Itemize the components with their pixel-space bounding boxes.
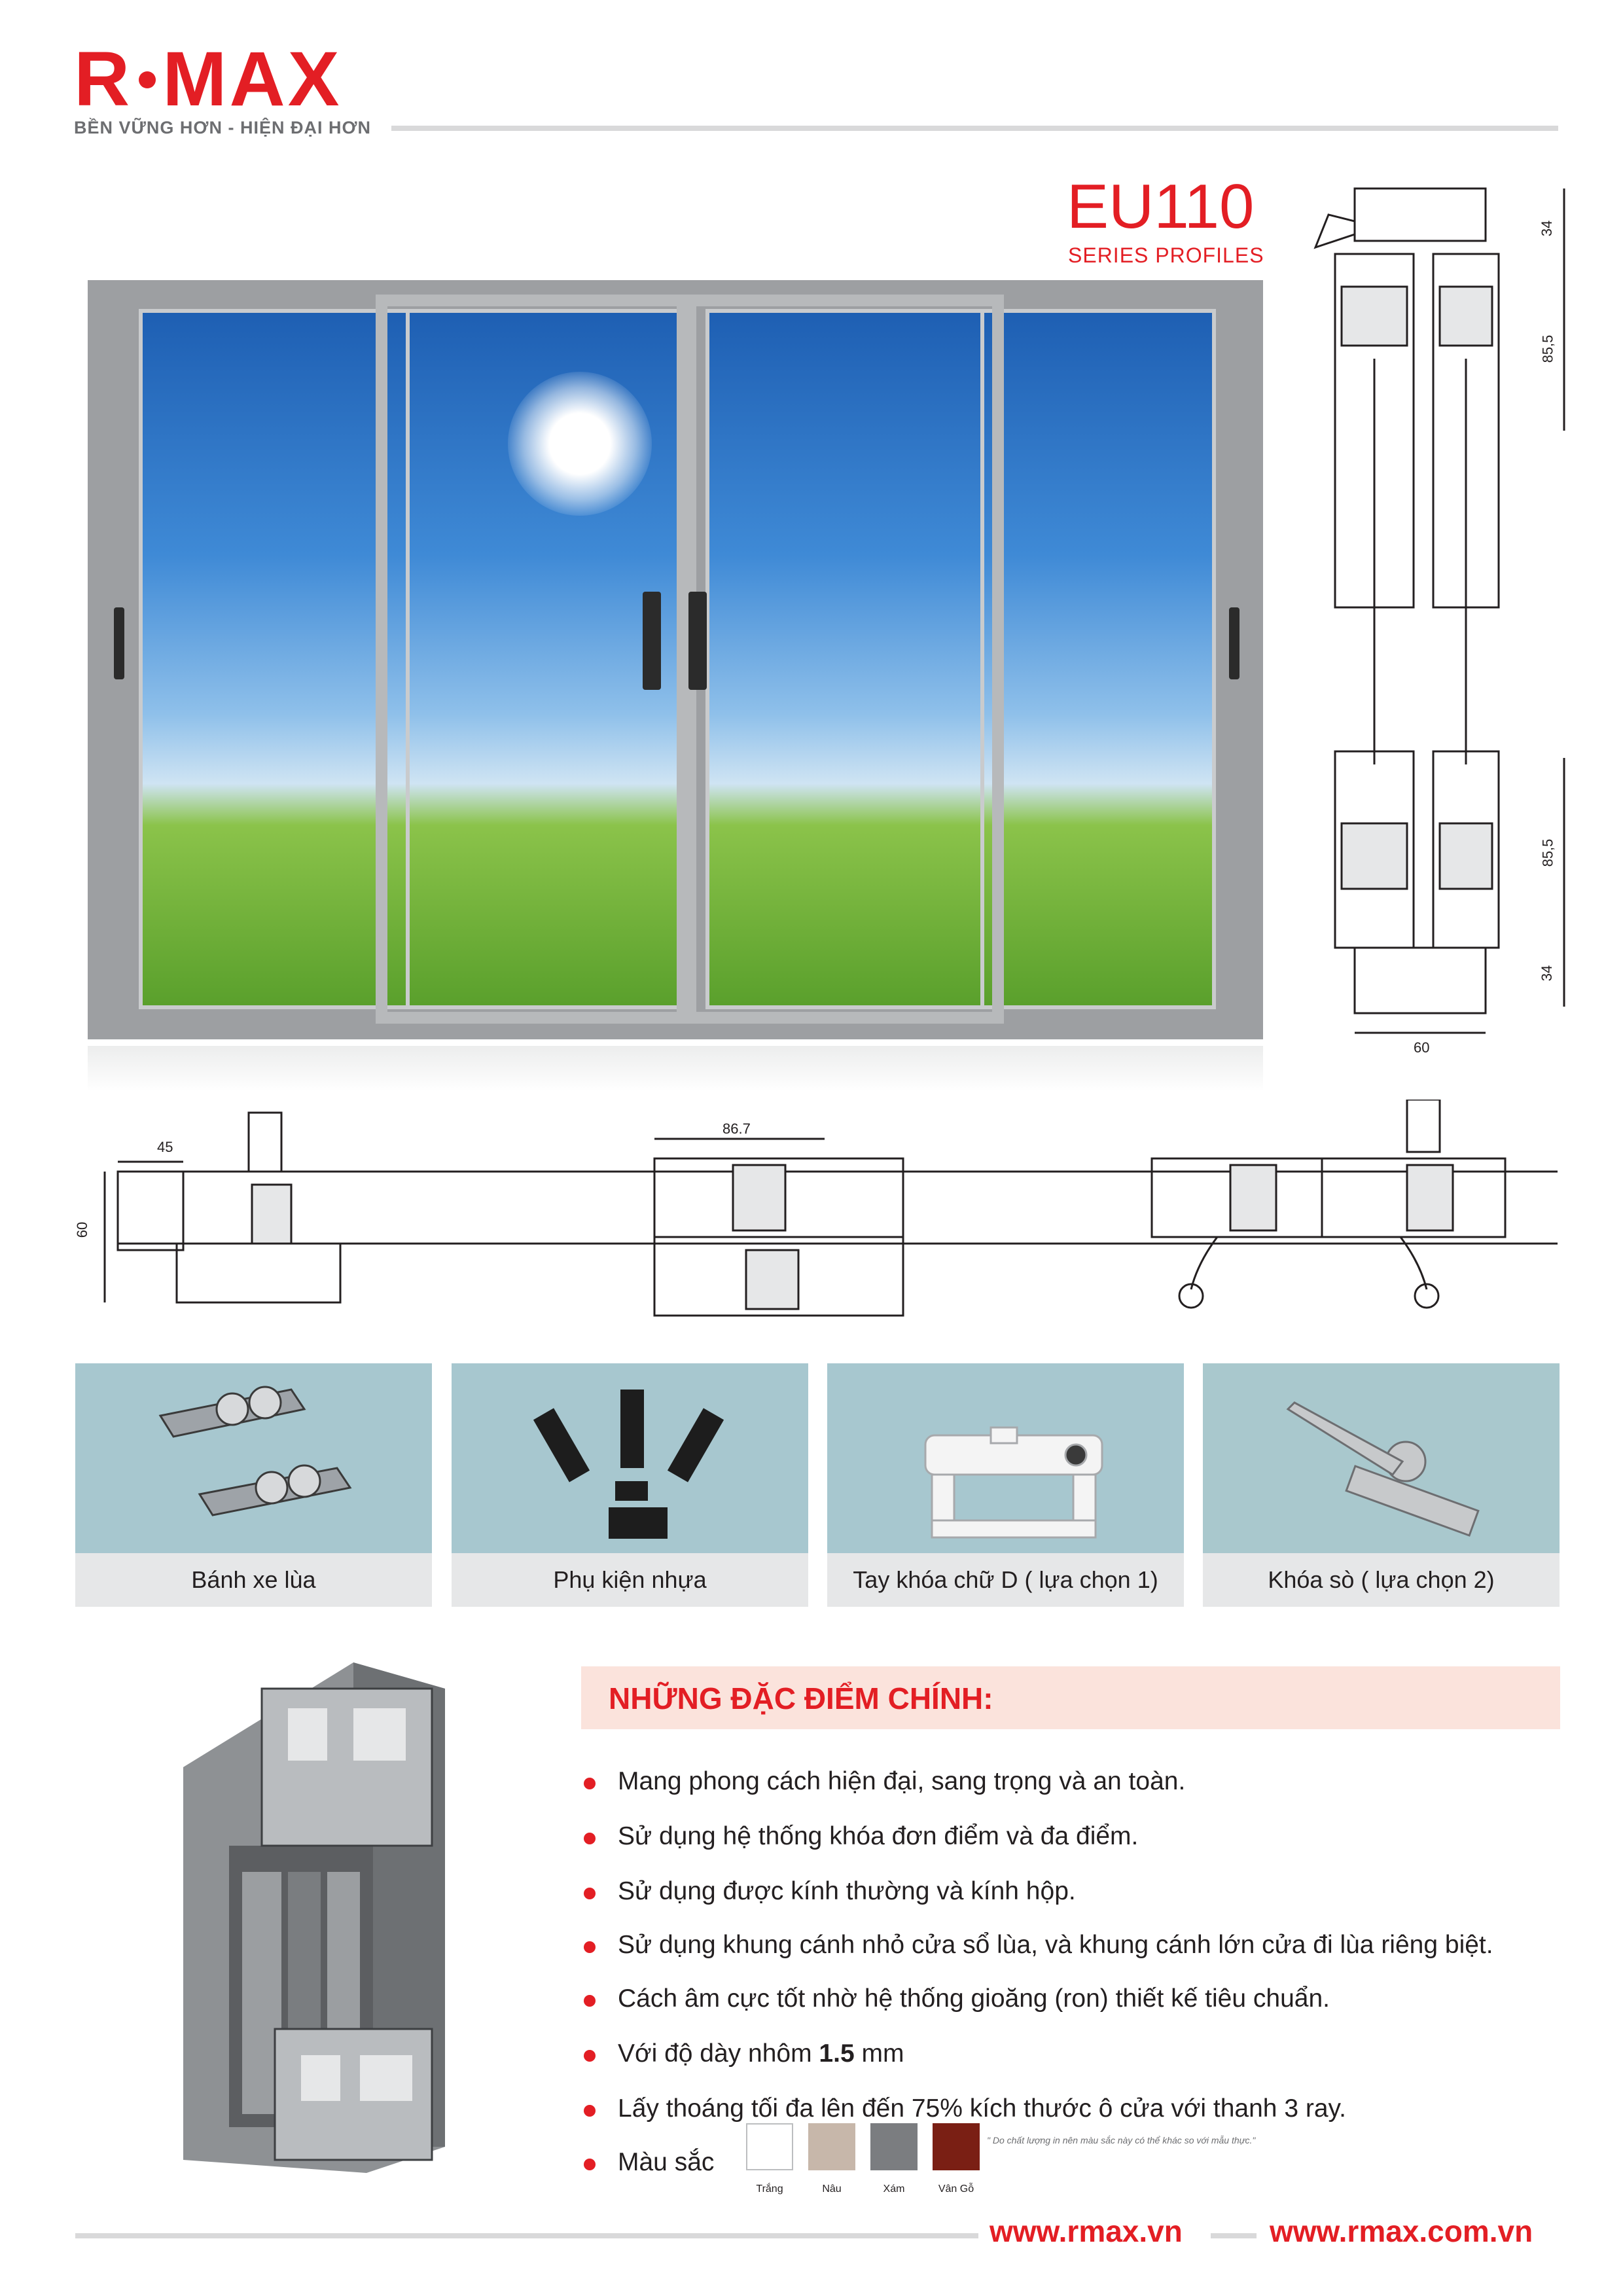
accessory-tile-plastic (452, 1363, 808, 1607)
accessory-tile-d-handle (827, 1363, 1184, 1607)
dim-width: 60 (1414, 1039, 1430, 1056)
color-disclaimer: " Do chất lượng in nên màu sắc này có thể khác so với mẫu thực." (987, 2135, 1256, 2145)
thickness-unit: mm (854, 2039, 904, 2068)
header-divider (391, 126, 1558, 131)
color-name: Xám (883, 2183, 905, 2195)
dim-upper: 85,5 (1539, 334, 1556, 363)
dim-lower: 85,5 (1539, 838, 1556, 867)
dim-top: 34 (1539, 220, 1556, 237)
accessory-tile-roller (75, 1363, 432, 1607)
vertical-section-drawing (1302, 175, 1590, 1052)
features-heading-bar (581, 1666, 1560, 1729)
roller-wheel-icon (75, 1363, 432, 1553)
brand-logo (74, 36, 342, 122)
feature-item: Lấy thoáng tối đa lên đến 75% kích thước ô cửa với thanh 3 ray. (618, 2094, 1346, 2123)
colors-label: Màu sắc (618, 2148, 715, 2176)
accessory-label: Phụ kiện nhựa (452, 1553, 808, 1607)
crescent-lock-icon (1203, 1363, 1560, 1553)
website-link-vn[interactable]: www.rmax.vn (990, 2214, 1183, 2248)
color-swatch-wood (933, 2123, 980, 2170)
bullet-icon (584, 1995, 596, 2007)
footer-divider (75, 2233, 978, 2238)
bullet-icon (584, 1888, 596, 1899)
handle-center-right-icon (688, 592, 707, 690)
glass-pane-4 (980, 309, 1216, 1009)
horizontal-section-drawing (92, 1100, 1564, 1322)
dim-h-middle-width: 86.7 (722, 1121, 751, 1137)
thickness-prefix: Với độ dày nhôm (618, 2039, 819, 2068)
logo-dot (139, 71, 156, 88)
color-name: Vân Gỗ (938, 2183, 974, 2195)
feature-item: Sử dụng khung cánh nhỏ cửa sổ lùa, và khung cánh lớn cửa đi lùa riêng biệt. (618, 1931, 1493, 1959)
features-heading: NHỮNG ĐẶC ĐIỂM CHÍNH: (609, 1681, 993, 1715)
color-swatch-brown (808, 2123, 855, 2170)
bullet-icon (584, 2105, 596, 2117)
color-name: Nâu (822, 2183, 842, 2195)
bullet-icon (584, 1778, 596, 1789)
profile-3d-illustration (157, 1649, 497, 2212)
color-swatch-grey (870, 2123, 918, 2170)
plastic-parts-icon (452, 1363, 808, 1553)
product-model: EU110 (1067, 171, 1255, 242)
logo-letter-r: R (74, 36, 133, 122)
handle-center-left-icon (643, 592, 661, 690)
logo-letters-max: MAX (162, 36, 342, 122)
sliding-window-photo (88, 280, 1263, 1039)
handle-left-icon (114, 607, 124, 679)
color-name: Trắng (756, 2183, 783, 2195)
brand-tagline: BỀN VỮNG HƠN - HIỆN ĐẠI HƠN (74, 118, 371, 137)
color-swatch-white (746, 2123, 793, 2170)
bullet-icon (584, 1833, 596, 1844)
dim-h-left-width: 45 (157, 1139, 173, 1155)
photo-reflection (88, 1046, 1263, 1092)
accessory-tile-crescent (1203, 1363, 1560, 1607)
accessory-label: Bánh xe lùa (75, 1553, 432, 1607)
feature-item: Cách âm cực tốt nhờ hệ thống gioăng (ron) thiết kế tiêu chuẩn. (618, 1984, 1330, 2013)
dim-h-left-height: 60 (74, 1221, 91, 1238)
dim-bottom: 34 (1539, 965, 1556, 982)
feature-item: Sử dụng hệ thống khóa đơn điểm và đa điểm. (618, 1822, 1139, 1850)
product-subtitle: SERIES PROFILES (1068, 243, 1264, 267)
feature-item: Sử dụng được kính thường và kính hộp. (618, 1877, 1076, 1905)
footer-divider-small (1211, 2233, 1257, 2238)
accessory-label: Khóa sò ( lựa chọn 2) (1203, 1553, 1560, 1607)
bullet-icon (584, 2050, 596, 2062)
accessory-label: Tay khóa chữ D ( lựa chọn 1) (827, 1553, 1184, 1607)
sash-frame-3 (677, 295, 1004, 1024)
bullet-icon (584, 2159, 596, 2170)
website-link-com[interactable]: www.rmax.com.vn (1270, 2214, 1533, 2248)
feature-item: Mang phong cách hiện đại, sang trọng và an toàn. (618, 1767, 1186, 1795)
thickness-value: 1.5 (819, 2039, 855, 2068)
handle-right-icon (1229, 607, 1240, 679)
bullet-icon (584, 1941, 596, 1953)
feature-thickness (618, 2039, 904, 2068)
d-handle-lock-icon (827, 1363, 1184, 1553)
